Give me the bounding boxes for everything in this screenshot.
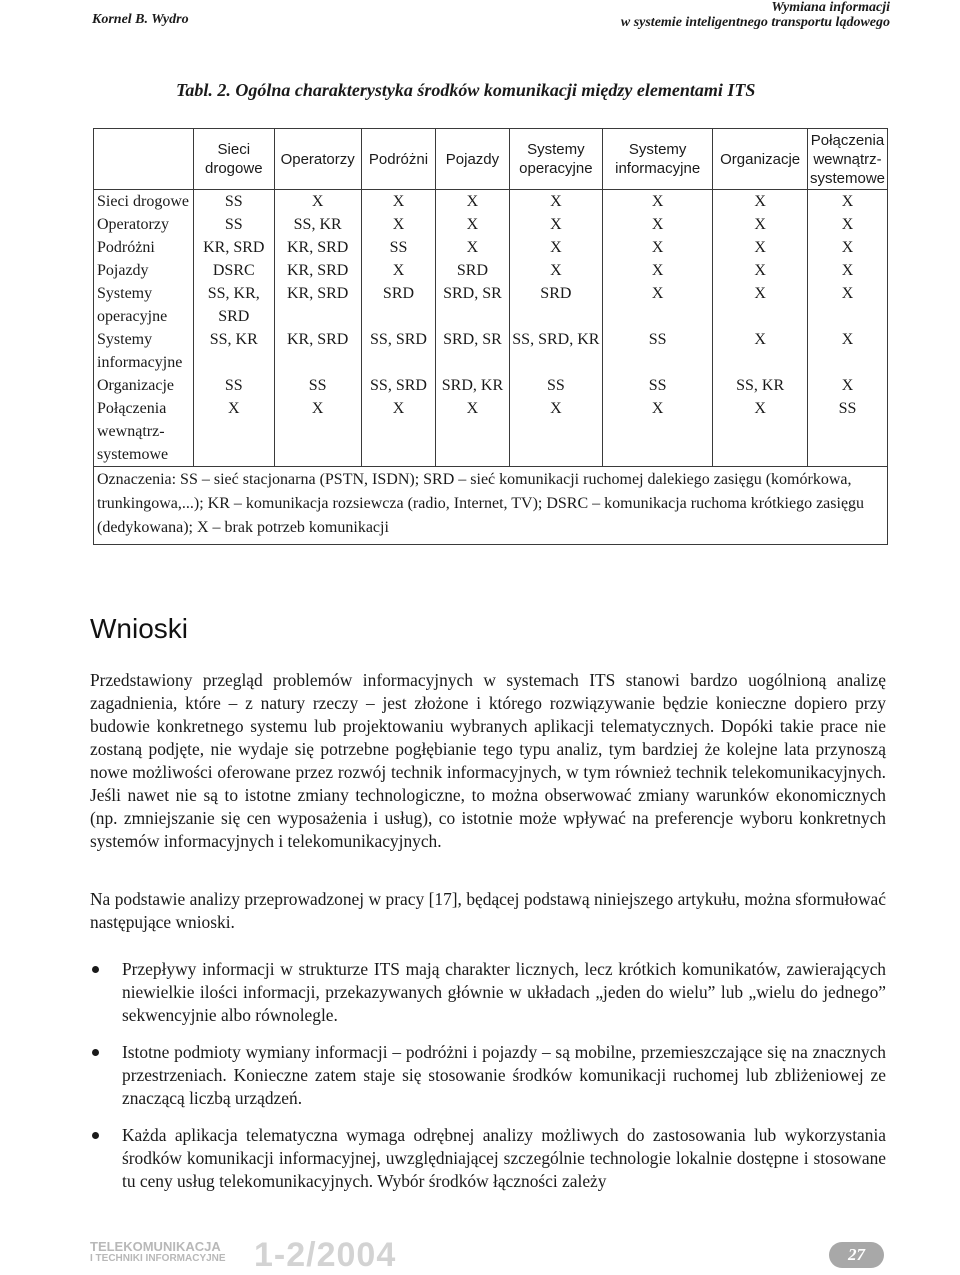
table-cell: X [509,236,602,259]
table-cell: X [436,397,509,467]
column-header: Podróżni [361,129,436,190]
table-cell: SS [603,328,713,374]
table-row [94,328,888,374]
table-row [94,397,888,467]
table-cell: X [274,397,361,467]
table-cell: SS [361,236,436,259]
table-cell: KR, SRD [274,282,361,328]
table-cell: SRD [509,282,602,328]
table-cell: SRD [361,282,436,328]
table-row [94,236,888,259]
table-cell: X [603,282,713,328]
list-item [90,1041,886,1110]
table-row [94,213,888,236]
table-cell: X [436,213,509,236]
table-cell: X [603,236,713,259]
journal-brand-line2: I TECHNIKI INFORMACYJNE [90,1253,226,1264]
bullet-icon [92,966,99,973]
table-legend: Oznaczenia: SS – sieć stacjonarna (PSTN, ISDN); SRD – sieć komunikacji ruchomej dalekiego zasięgu (komórkowa, trunkingowa,...); KR – komunikacja rozsiewcza (radio, Internet, TV); DSRC – komunikacja ruchoma krótkiego zasięgu (dedykowana); X – brak potrzeb komunikacji [94,467,888,545]
table-cell: X [361,397,436,467]
table-row [94,190,888,214]
table-cell: X [807,213,887,236]
table-cell: SS [193,213,274,236]
section-heading: Wnioski [90,613,189,644]
column-header: Sieci drogowe [193,129,274,190]
table-cell: SS [807,397,887,467]
table-cell: SS, SRD, KR [509,328,602,374]
list-item [90,958,886,1027]
table-cell: SS, SRD [361,328,436,374]
table-cell: X [807,236,887,259]
table-cell: KR, SRD [274,328,361,374]
table-cell: SS [193,190,274,214]
table-cell: X [509,190,602,214]
table-cell: SRD, KR [436,374,509,397]
table-cell: X [713,236,808,259]
table-cell: X [603,213,713,236]
row-header: Podróżni [94,236,194,259]
table-legend-row [94,467,888,545]
column-header: Połączenia wewnątrz-systemowe [807,129,887,190]
table-cell: X [361,190,436,214]
table-cell: X [713,213,808,236]
table-cell: SS [509,374,602,397]
table-cell: X [603,259,713,282]
column-header: Systemy informacyjne [603,129,713,190]
table-cell: X [807,259,887,282]
row-header: Operatorzy [94,213,194,236]
list-item-text: Każda aplikacja telematyczna wymaga odrębnej analizy możliwych do zastosowania lub wykorzystania środków komunikacji informacyjnej, uwzględniającej szczególnie technologie lokalnie dostępne i stosowane tu ceny usług telekomunikacyjnych. Wybór środków łączności zależy [122,1125,886,1191]
list-item-text: Przepływy informacji w strukturze ITS mają charakter licznych, lecz krótkich komunikatów, zawierających niewielkie ilości informacji, przekazywanych głównie w układach „jeden do wielu” lub „wielu do jednego” sekwencyjnie albo równolegle. [122,959,886,1025]
communication-matrix-table [93,128,888,545]
table-cell: SS, KR [274,213,361,236]
table-row [94,282,888,328]
table-cell: KR, SRD [274,236,361,259]
table-cell: X [509,213,602,236]
journal-brand [90,1240,226,1265]
table-cell: X [713,259,808,282]
row-header: Pojazdy [94,259,194,282]
row-header: Sieci drogowe [94,190,194,214]
row-header: Połączenia wewnątrz-systemowe [94,397,194,467]
table-cell: SS [193,374,274,397]
row-header: Systemy operacyjne [94,282,194,328]
running-header-title-line2: w systemie inteligentnego transportu lądowego [620,15,890,30]
table-row [94,374,888,397]
table-corner-cell [94,129,194,190]
journal-brand-line1: TELEKOMUNIKACJA [90,1239,221,1254]
column-header: Systemy operacyjne [509,129,602,190]
running-header-title [621,0,890,30]
bullet-icon [92,1132,99,1139]
table-cell: X [713,328,808,374]
table-caption: Tabl. 2. Ogólna charakterystyka środków komunikacji między elementami ITS [176,80,756,100]
table-cell: KR, SRD [193,236,274,259]
paragraph: Przedstawiony przegląd problemów informacyjnych w systemach ITS stanowi bardzo uogólnioną analizę zagadnienia, które – z natury rzeczy – jest złożone i którego rozwiązywanie będzie konieczne dopiero przy budowie konkretnego systemu lub projektowaniu wybranych aplikacji telematycznych. Dopóki takie prace nie zostaną podjęte, nie wydaje się potrzebne pogłębianie tego typu analiz, tym bardziej że kolejne lata przynoszą nowe możliwości oferowane przez rozwój technik informacyjnych, w tym również technik telekomunikacyjnych. Jeśli nawet nie są to istotne zmiany technologiczne, to można obserwować zmiany warunków ekonomicznych (np. zmniejszanie się cen wyposażenia i usług), co istotnie może wpływać na preferencje wyboru konkretnych systemów informacyjnych i telekomunikacyjnych. [90,670,886,851]
paragraph: Na podstawie analizy przeprowadzonej w pracy [17], będącej podstawą niniejszego artykułu, można sformułować następujące wnioski. [90,889,886,932]
journal-issue: 1-2/2004 [254,1236,397,1274]
bullet-icon [92,1049,99,1056]
table-cell: KR, SRD [274,259,361,282]
table-cell: SS, KR, SRD [193,282,274,328]
table-cell: SS [603,374,713,397]
list-item-text: Istotne podmioty wymiany informacji – podróżni i pojazdy – są mobilne, przemieszczające się na znacznych przestrzeniach. Konieczne zatem staje się stosowanie środków komunikacji ruchomej lub zbliżeniowej ze znaczącą liczbą urządzeń. [122,1042,886,1108]
table-cell: SS [274,374,361,397]
table-cell: SS, KR [193,328,274,374]
column-header: Operatorzy [274,129,361,190]
list-item [90,1124,886,1193]
table-cell: SS, KR [713,374,808,397]
table-cell: X [713,190,808,214]
table-cell: X [807,328,887,374]
table-cell: SRD, SR [436,328,509,374]
row-header: Systemy informacyjne [94,328,194,374]
column-header: Organizacje [713,129,808,190]
table-cell: X [603,397,713,467]
table-cell: X [361,259,436,282]
table-cell: X [713,397,808,467]
running-header-title-line1: Wymiana informacji [771,0,890,15]
table-cell: SRD, SR [436,282,509,328]
table-cell: DSRC [193,259,274,282]
table-cell: X [509,259,602,282]
conclusions-list [90,958,886,1207]
table-row [94,259,888,282]
table-cell: X [193,397,274,467]
column-header: Pojazdy [436,129,509,190]
row-header: Organizacje [94,374,194,397]
running-header-author: Kornel B. Wydro [92,12,189,27]
table-cell: X [807,374,887,397]
table-cell: X [713,282,808,328]
table-cell: X [807,190,887,214]
table-cell: X [436,236,509,259]
table-cell: X [509,397,602,467]
table-cell: X [603,190,713,214]
table-cell: X [807,282,887,328]
page-number: 27 [829,1242,884,1268]
table-cell: X [436,190,509,214]
table-cell: X [361,213,436,236]
table-cell: SRD [436,259,509,282]
table-cell: SS, SRD [361,374,436,397]
table-header-row [94,129,888,190]
table-cell: X [274,190,361,214]
